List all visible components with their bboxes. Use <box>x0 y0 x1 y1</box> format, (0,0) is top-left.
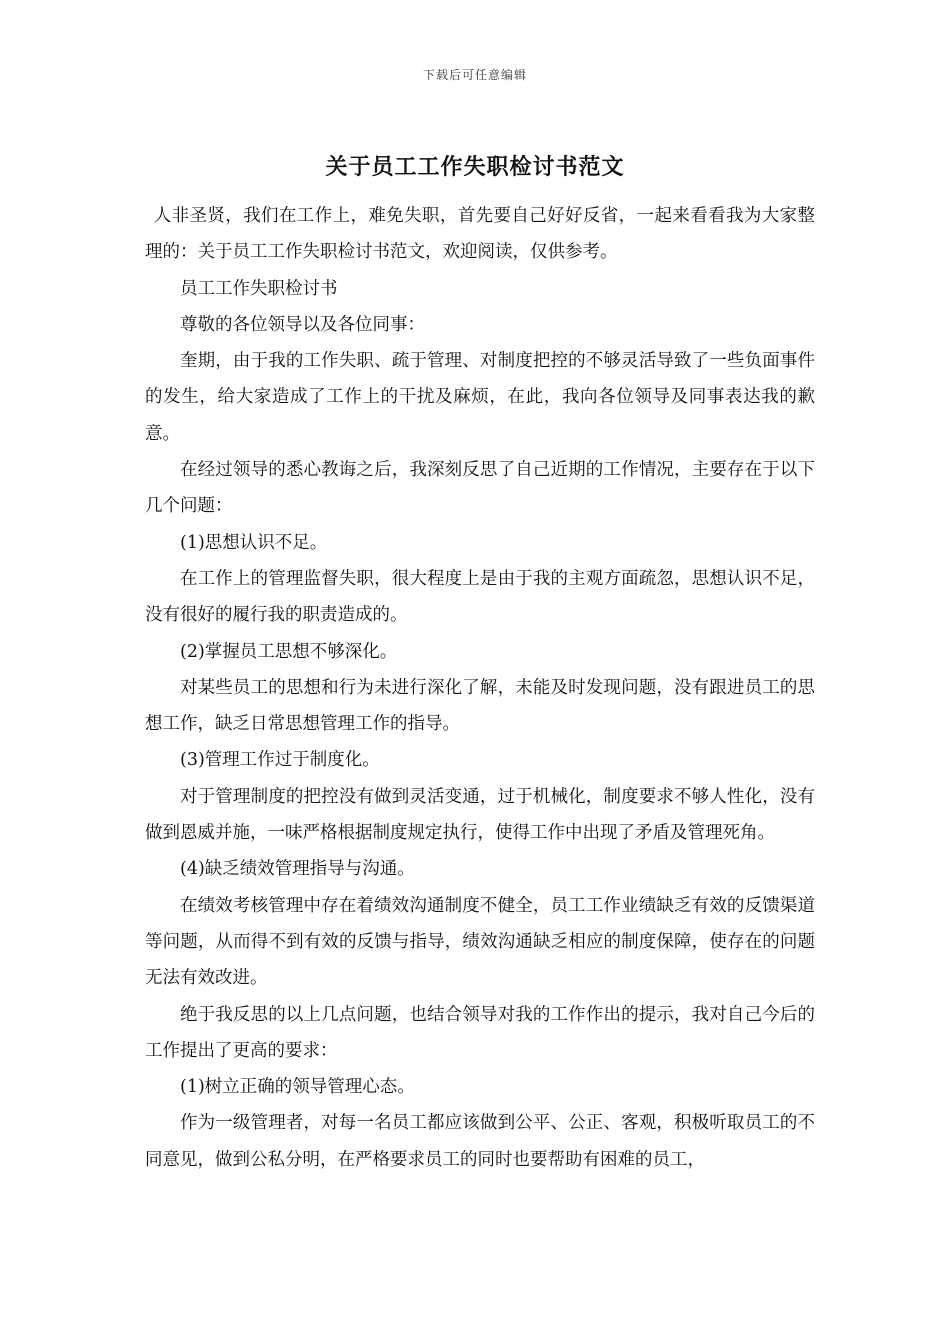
paragraph: 在经过领导的悉心教诲之后，我深刻反思了自己近期的工作情况，主要存在于以下几个问题： <box>145 460 815 517</box>
paragraph-point-heading: (3)管理工作过于制度化。 <box>180 750 380 771</box>
paragraph-point-heading: (4)缺乏绩效管理指导与沟通。 <box>180 859 415 880</box>
paragraph-intro: 人非圣贤，我们在工作上，难免失职，首先要自己好好反省，一起来看看我为大家整理的：关于员工工作失职检讨书范文，欢迎阅读，仅供参考。 <box>145 206 815 263</box>
document-body <box>145 198 815 1178</box>
paragraph: 对某些员工的思想和行为未进行深化了解，未能及时发现问题，没有跟进员工的思想工作，缺乏日常思想管理工作的指导。 <box>145 677 815 735</box>
header-note: 下载后可任意编辑 <box>422 68 527 82</box>
paragraph-subtitle: 员工工作失职检讨书 <box>180 278 338 299</box>
paragraph-point-heading: (1)树立正确的领导管理心态。 <box>180 1077 415 1098</box>
paragraph: 对于管理制度的把控没有做到灵活变通，过于机械化，制度要求不够人性化，没有做到恩威并施，一味严格根据制度规定执行，使得工作中出现了矛盾及管理死角。 <box>145 786 815 844</box>
paragraph-point-heading: (1)思想认识不足。 <box>180 532 328 553</box>
paragraph-point-heading: (2)掌握员工思想不够深化。 <box>180 641 398 662</box>
paragraph-salutation: 尊敬的各位领导以及各位同事： <box>180 314 425 335</box>
paragraph: 在工作上的管理监督失职，很大程度上是由于我的主观方面疏忽，思想认识不足，没有很好的履行我的职责造成的。 <box>145 568 815 626</box>
paragraph: 在绩效考核管理中存在着绩效沟通制度不健全，员工工作业绩缺乏有效的反馈渠道等问题，从而得不到有效的反馈与指导，绩效沟通缺乏相应的制度保障，使存在的问题无法有效改进。 <box>145 895 815 989</box>
paragraph: 奎期，由于我的工作失职、疏于管理、对制度把控的不够灵活导致了一些负面事件的发生，给大家造成了工作上的干扰及麻烦，在此，我向各位领导及同事表达我的歉意。 <box>145 351 815 444</box>
paragraph: 绝于我反思的以上几点问题，也结合领导对我的工作作出的提示，我对自己今后的工作提出了更高的要求： <box>145 1004 815 1061</box>
document-title: 关于员工工作失职检讨书范文 <box>325 154 625 180</box>
paragraph: 作为一级管理者，对每一名员工都应该做到公平、公正、客观，积极听取员工的不同意见，做到公私分明，在严格要求员工的同时也要帮助有困难的员工， <box>145 1113 815 1170</box>
